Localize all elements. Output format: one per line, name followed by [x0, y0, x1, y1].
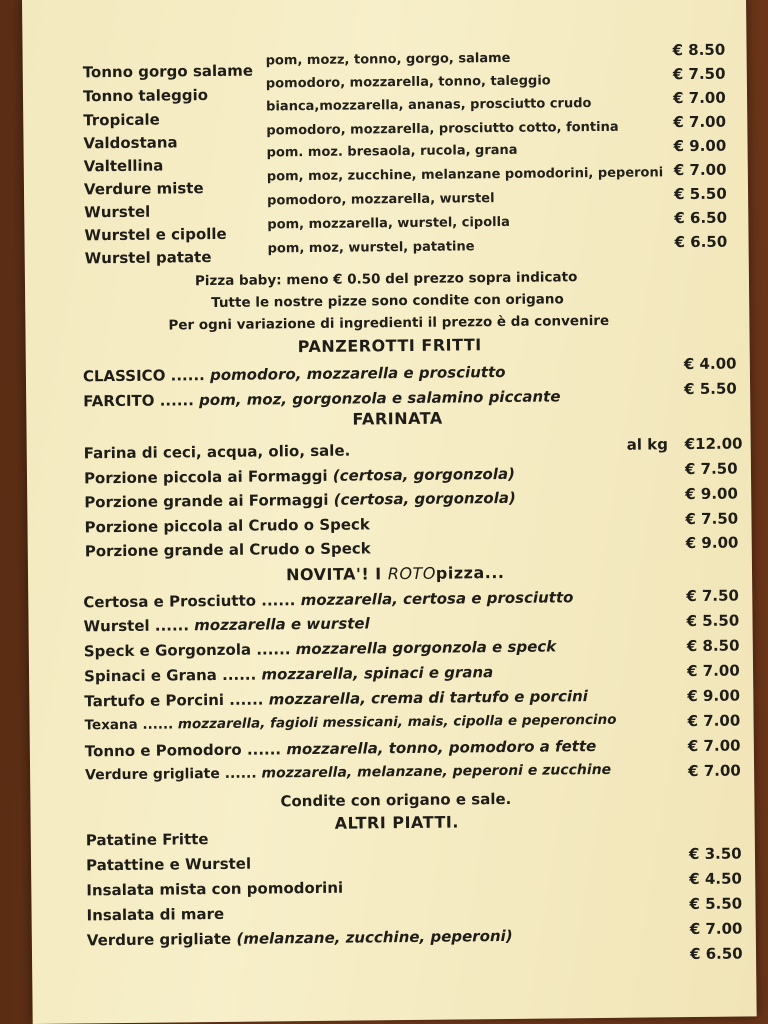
- rotopizza-price: € 7.00: [688, 761, 741, 781]
- item-name: Tartufo e Porcini ......: [84, 690, 264, 711]
- item-name: FARCITO ......: [83, 391, 194, 411]
- rotopizza-price: € 8.50: [686, 636, 740, 656]
- item-name: Texana ......: [84, 716, 174, 734]
- pizza-ingredients: pomodoro, mozzarella, tonno, taleggio: [265, 73, 551, 92]
- altri-price: € 5.50: [689, 894, 743, 914]
- item-desc: mozzarella, tonno, pomodoro a fette: [286, 737, 597, 759]
- item-desc: (certosa, gorgonzola): [333, 488, 516, 509]
- altri-price: € 3.50: [688, 844, 742, 864]
- rotopizza-item: [84, 687, 588, 710]
- pizza-ingredients: pomodoro, mozzarella, prosciutto cotto, fontina: [266, 119, 619, 139]
- rotopizza-price: € 9.00: [687, 686, 741, 706]
- farinata-item: Porzione grande al Crudo o Speck: [84, 539, 371, 561]
- pizza-name: Valtellina: [83, 156, 164, 176]
- item-name: Porzione grande ai Formaggi: [84, 490, 329, 512]
- panzerotti-price: € 4.00: [683, 354, 737, 374]
- farinata-price: € 7.50: [684, 459, 738, 479]
- panzerotti-price: € 5.50: [684, 379, 737, 399]
- farinata-item: [84, 489, 516, 512]
- pizza-name: Wurstel: [84, 202, 151, 222]
- item-name: Spinaci e Grana ......: [83, 665, 257, 686]
- rotopizza-price: € 7.50: [686, 586, 740, 606]
- altri-item: Patatine Fritte: [85, 830, 209, 850]
- rotopizza-item: [83, 614, 369, 635]
- farinata-price: € 9.00: [685, 484, 738, 504]
- altri-price: € 6.50: [689, 944, 743, 964]
- item-desc: mozzarella, crema di tartufo e porcini: [268, 687, 588, 709]
- pizza-name: Tonno taleggio: [82, 86, 209, 106]
- pizza-ingredients: pom, moz, zucchine, melanzane pomodorini, peperoni: [266, 165, 664, 185]
- farinata-price: €12.00: [684, 434, 743, 454]
- note-origano: Tutte le nostre pizze sono condite con origano: [211, 291, 564, 312]
- altri-price: € 7.00: [689, 919, 743, 939]
- altri-item: Patattine e Wurstel: [85, 854, 252, 875]
- menu-page: [22, 0, 757, 1024]
- rotopizza-item: [85, 737, 597, 760]
- pizza-name: Valdostana: [83, 133, 178, 153]
- pizza-price: € 7.50: [672, 64, 726, 84]
- pizza-ingredients: bianca,mozzarella, ananas, prosciutto crudo: [266, 96, 592, 115]
- pizza-name: Tonno gorgo salame: [82, 61, 254, 82]
- item-desc: mozzarella, spinaci e grana: [261, 663, 494, 684]
- item-desc: mozzarella, melanzane, peperoni e zucchine: [261, 761, 612, 782]
- pizza-name: Verdure miste: [83, 179, 204, 199]
- pizza-price: € 7.00: [673, 160, 727, 180]
- rotopizza-price: € 7.00: [687, 736, 741, 756]
- item-desc: pomodoro, mozzarella e prosciutto: [209, 362, 506, 385]
- section-heading-panzerotti: PANZEROTTI FRITTI: [297, 335, 482, 357]
- rotopizza-price: € 7.00: [687, 711, 741, 731]
- farinata-price: € 9.00: [685, 533, 739, 553]
- item-name: Tonno e Pomodoro ......: [84, 740, 282, 761]
- item-name: Porzione piccola ai Formaggi: [83, 466, 328, 488]
- pizza-price: € 9.00: [673, 136, 727, 156]
- item-desc: mozzarella e wurstel: [194, 614, 370, 635]
- panzerotti-item: [83, 363, 506, 385]
- rotopizza-item: [85, 762, 611, 784]
- rotopizza-item: [83, 588, 573, 611]
- pizza-ingredients: pom, mozz, tonno, gorgo, salame: [265, 50, 511, 69]
- rotopizza-footer: Condite con origano e sale.: [280, 789, 512, 811]
- altri-item: Insalata di mare: [86, 904, 225, 925]
- pizza-ingredients: pom, mozzarella, wurstel, cipolla: [267, 214, 510, 233]
- rotopizza-price: € 7.00: [686, 661, 740, 681]
- farinata-price: € 7.50: [685, 509, 739, 529]
- pizza-name: Wurstel e cipolle: [84, 224, 227, 245]
- item-desc: mozzarella, certosa e prosciutto: [300, 588, 574, 610]
- altri-item: Insalata mista con pomodorini: [86, 878, 344, 900]
- item-name: Speck e Gorgonzola ......: [83, 640, 291, 661]
- heading-part: ROTO: [387, 563, 436, 584]
- section-heading-farinata: FARINATA: [352, 408, 443, 429]
- rotopizza-item: [84, 663, 493, 685]
- altri-item: [87, 927, 513, 949]
- pizza-name: Tropicale: [83, 110, 160, 130]
- farinata-item: Farina di ceci, acqua, olio, sale.: [83, 441, 351, 463]
- item-name: CLASSICO ......: [82, 366, 205, 386]
- item-name: Verdure grigliate: [86, 929, 232, 950]
- pizza-price: € 8.50: [672, 40, 726, 60]
- farinata-unit: al kg: [626, 435, 668, 454]
- pizza-ingredients: pomodoro, mozzarella, wurstel: [267, 191, 495, 209]
- rotopizza-item: [84, 637, 557, 660]
- heading-part: pizza...: [435, 562, 505, 583]
- pizza-name: Wurstel patate: [84, 248, 212, 268]
- rotopizza-item: [85, 712, 617, 734]
- pizza-ingredients: pom. moz. bresaola, rucola, grana: [266, 142, 518, 161]
- pizza-price: € 5.50: [673, 184, 727, 204]
- altri-price: € 4.50: [689, 869, 743, 889]
- section-heading-altri-piatti: ALTRI PIATTI.: [334, 812, 459, 833]
- farinata-item: [84, 465, 515, 488]
- pizza-price: € 7.00: [673, 112, 727, 132]
- farinata-item: Porzione piccola al Crudo o Speck: [84, 515, 370, 537]
- item-name: Certosa e Prosciutto ......: [83, 591, 296, 612]
- panzerotti-item: [83, 387, 560, 410]
- pizza-price: € 6.50: [674, 208, 728, 228]
- item-desc: pom, moz, gorgonzola e salamino piccante: [199, 387, 561, 410]
- item-name: Wurstel ......: [83, 616, 190, 636]
- item-desc: (certosa, gorgonzola): [332, 464, 516, 485]
- item-name: Verdure grigliate ......: [85, 765, 257, 784]
- note-pizza-baby: Pizza baby: meno € 0.50 del prezzo sopra indicato: [194, 269, 578, 290]
- rotopizza-price: € 5.50: [686, 611, 740, 631]
- pizza-ingredients: pom, moz, wurstel, patatine: [267, 239, 475, 257]
- pizza-price: € 7.00: [672, 88, 726, 108]
- heading-part: NOVITA'! I: [285, 564, 388, 585]
- pizza-price: € 6.50: [674, 232, 728, 252]
- section-heading-rotopizza: [286, 563, 505, 584]
- item-desc: mozzarella gorgonzola e speck: [295, 637, 557, 659]
- item-desc: mozzarella, fagioli messicani, mais, cipolla e peperoncino: [177, 711, 617, 733]
- note-variazioni: Per ogni variazione di ingredienti il prezzo è da convenire: [168, 312, 610, 334]
- item-desc: (melanzane, zucchine, peperoni): [236, 926, 513, 948]
